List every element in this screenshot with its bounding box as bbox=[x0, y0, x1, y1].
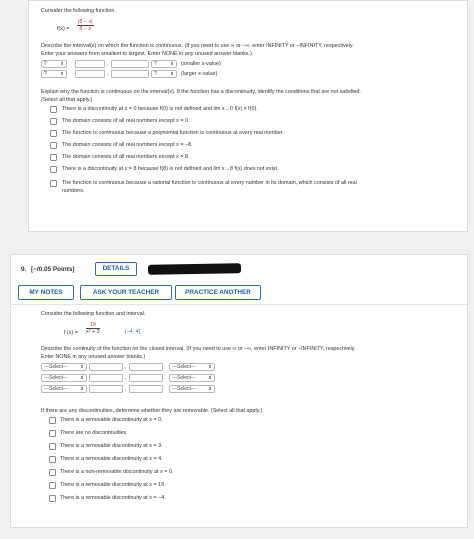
q8-function-label: f(x) = bbox=[57, 26, 70, 32]
q8-option-7-continued: numbers. bbox=[62, 188, 85, 194]
q8-comma: , bbox=[107, 71, 109, 77]
chevron-updown-icon: ⬍ bbox=[80, 386, 84, 391]
q9-row1-right-select[interactable]: ---Select--- ⬍ bbox=[169, 363, 215, 371]
checkbox-icon[interactable] bbox=[50, 118, 57, 125]
q9-fraction-numerator: 19 bbox=[86, 322, 100, 329]
q9-fraction-denominator: x² + 3 bbox=[86, 329, 100, 335]
q9-row3-upper-input[interactable] bbox=[129, 385, 163, 393]
question-8-card bbox=[28, 0, 468, 232]
redacted-bar bbox=[148, 263, 241, 275]
q9-option-2: There are no discontinuities. bbox=[60, 430, 128, 436]
q9-option-6: There is a removable discontinuity at x = 19. bbox=[60, 482, 166, 488]
q9-row2-left-select[interactable]: ---Select--- ⬍ bbox=[41, 374, 87, 382]
q8-option-5: The domain consists of all real numbers except x = 8. bbox=[62, 154, 190, 160]
checkbox-icon[interactable] bbox=[50, 154, 57, 161]
q8-interval1-left-bracket-select[interactable]: ? ⬍ bbox=[41, 60, 67, 68]
details-button[interactable]: DETAILS bbox=[95, 262, 137, 276]
q9-row1-lower-input[interactable] bbox=[89, 363, 123, 371]
q8-explain-text: Explain why the function is continuous on the interval(s). If the function has a discontinuity, identify the conditions that are not satisfied. bbox=[41, 89, 361, 95]
checkbox-icon[interactable] bbox=[49, 417, 56, 424]
checkbox-icon[interactable] bbox=[49, 456, 56, 463]
chevron-updown-icon: ⬍ bbox=[80, 375, 84, 380]
q9-row3-lower-input[interactable] bbox=[89, 385, 123, 393]
chevron-updown-icon: ⬍ bbox=[208, 386, 212, 391]
chevron-updown-icon: ⬍ bbox=[60, 61, 64, 66]
q8-interval2-left-bracket-select[interactable]: ? ⬍ bbox=[41, 70, 67, 78]
q8-interval2-lower-input[interactable] bbox=[75, 70, 105, 78]
q9-option-1: There is a removable discontinuity at x = 0. bbox=[60, 417, 163, 423]
q8-interval1-right-bracket-select[interactable]: ? ⬍ bbox=[151, 60, 177, 68]
q8-smaller-label: (smaller x-value) bbox=[181, 61, 221, 67]
q9-function-label: f (x) = bbox=[64, 330, 78, 336]
ask-your-teacher-button[interactable]: ASK YOUR TEACHER bbox=[80, 285, 172, 300]
q9-row1-upper-input[interactable] bbox=[129, 363, 163, 371]
q9-row2-upper-input[interactable] bbox=[129, 374, 163, 382]
chevron-updown-icon: ⬍ bbox=[208, 364, 212, 369]
q9-row2-right-select[interactable]: ---Select--- ⬍ bbox=[169, 374, 215, 382]
q8-option-7: The function is continuous because a rational function is continuous at every number in its domain, which consists of all real bbox=[62, 180, 357, 186]
checkbox-icon[interactable] bbox=[50, 180, 57, 187]
q8-enter-order-text: Enter your answers from smallest to largest. Enter NONE in any unused answer blanks.) bbox=[41, 51, 252, 57]
checkbox-icon[interactable] bbox=[49, 495, 56, 502]
checkbox-icon[interactable] bbox=[50, 130, 57, 137]
q8-select-all-text: (Select all that apply.) bbox=[41, 97, 93, 103]
q9-row1-left-select[interactable]: ---Select--- ⬍ bbox=[41, 363, 87, 371]
q8-larger-label: (larger x-value) bbox=[181, 71, 218, 77]
q8-interval2-upper-input[interactable] bbox=[111, 70, 149, 78]
q9-row3-right-select[interactable]: ---Select--- ⬍ bbox=[169, 385, 215, 393]
q8-fraction-numerator: |8 − x| bbox=[78, 19, 93, 25]
q8-option-6: There is a discontinuity at x = 8 because f(8) is not defined and lim x→8 f(x) does not exist. bbox=[62, 166, 279, 172]
chevron-updown-icon: ⬍ bbox=[60, 71, 64, 76]
q8-option-4: The domain consists of all real numbers except x = −8. bbox=[62, 142, 193, 148]
q8-option-3: The function is continuous because a polynomial function is continuous at every real number. bbox=[62, 130, 284, 136]
chevron-updown-icon: ⬍ bbox=[170, 61, 174, 66]
q8-interval1-lower-input[interactable] bbox=[75, 60, 105, 68]
q8-fraction-denominator: 8 − x bbox=[79, 26, 92, 32]
q8-interval2-right-bracket-select[interactable]: ? ⬍ bbox=[151, 70, 177, 78]
q9-interval: [−4, 4] bbox=[125, 329, 141, 335]
q8-intro: Consider the following function. bbox=[41, 8, 116, 14]
q9-if-any-text: If there are any discontinuities, determine whether they are removable. (Select all that apply.) bbox=[41, 408, 263, 414]
checkbox-icon[interactable] bbox=[49, 443, 56, 450]
q8-comma: , bbox=[107, 61, 109, 67]
q9-option-5: There is a non-removable discontinuity at x = 0. bbox=[60, 469, 174, 475]
chevron-updown-icon: ⬍ bbox=[170, 71, 174, 76]
checkbox-icon[interactable] bbox=[50, 142, 57, 149]
q9-comma: , bbox=[125, 386, 127, 392]
q9-intro: Consider the following function and interval. bbox=[41, 311, 146, 317]
chevron-updown-icon: ⬍ bbox=[80, 364, 84, 369]
q9-function-fraction bbox=[86, 322, 100, 335]
q8-interval1-upper-input[interactable] bbox=[111, 60, 149, 68]
q8-function-fraction bbox=[77, 19, 94, 32]
checkbox-icon[interactable] bbox=[49, 430, 56, 437]
my-notes-button[interactable]: MY NOTES bbox=[18, 285, 74, 300]
question-9-card bbox=[10, 254, 468, 528]
q9-row2-lower-input[interactable] bbox=[89, 374, 123, 382]
q9-option-4: There is a removable discontinuity at x = 4. bbox=[60, 456, 163, 462]
q9-number: 9. bbox=[21, 266, 27, 273]
q8-option-2: The domain consists of all real numbers except x = 0. bbox=[62, 118, 190, 124]
q9-option-3: There is a removable discontinuity at x = 3. bbox=[60, 443, 163, 449]
chevron-updown-icon: ⬍ bbox=[208, 375, 212, 380]
checkbox-icon[interactable] bbox=[49, 482, 56, 489]
q9-divider bbox=[11, 304, 467, 305]
q9-comma: , bbox=[125, 375, 127, 381]
q9-comma: , bbox=[125, 364, 127, 370]
q9-option-7: There is a removable discontinuity at x = −4. bbox=[60, 495, 166, 501]
q8-option-1: There is a discontinuity at x = 0 because f(0) is not defined and lim x→0 f(x) ≠ f(0). bbox=[62, 106, 258, 112]
q9-row3-left-select[interactable]: ---Select--- ⬍ bbox=[41, 385, 87, 393]
checkbox-icon[interactable] bbox=[50, 106, 57, 113]
q8-describe-text: Describe the interval(s) on which the function is continuous. (If you need to use ∞ or −∞, enter INFINITY or −INFINITY, respectively. bbox=[41, 43, 354, 49]
checkbox-icon[interactable] bbox=[49, 469, 56, 476]
q9-enter-none-text: Enter NONE in any unused answer blanks.) bbox=[41, 354, 146, 360]
practice-another-button[interactable]: PRACTICE ANOTHER bbox=[175, 285, 261, 300]
checkbox-icon[interactable] bbox=[50, 166, 57, 173]
q9-describe-text: Describe the continuity of the function on the closed interval. (If you need to use ∞ or −∞, enter INFINITY or −INFINITY, respectively. bbox=[41, 346, 356, 352]
q9-points: [−/0.05 Points] bbox=[31, 266, 75, 273]
